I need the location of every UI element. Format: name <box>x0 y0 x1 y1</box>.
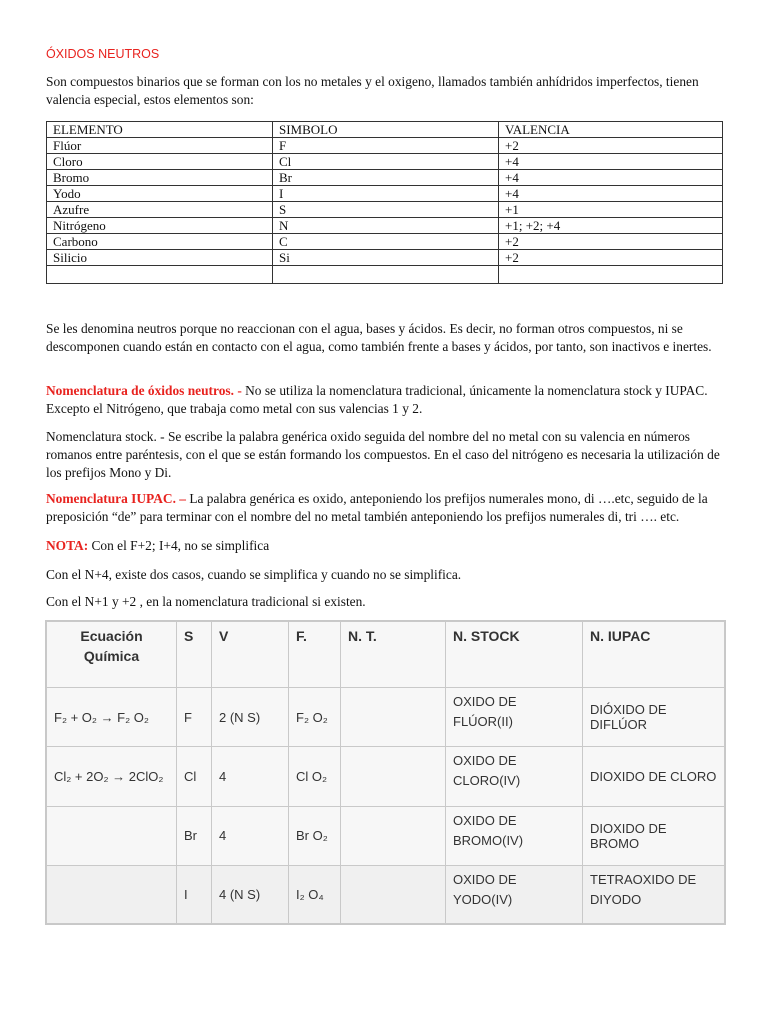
cell-iupac-line1: DIOXIDO DE BROMO <box>590 820 667 851</box>
page-title: ÓXIDOS NEUTROS <box>46 47 160 61</box>
cell-stock-line2: CLORO(IV) <box>453 772 521 788</box>
cell-elemento: Bromo <box>47 170 273 186</box>
header-ecuacion-line2: Química <box>83 648 140 664</box>
cell-f: Br O₂ <box>289 807 341 865</box>
cell-f: Cl O₂ <box>289 746 341 806</box>
cell-elemento: Carbono <box>47 234 273 250</box>
nomenclatura-label: Nomenclatura de óxidos neutros. - <box>46 383 242 398</box>
cell-stock-line2: BROMO(IV) <box>453 833 524 849</box>
cell-valencia: +4 <box>499 154 723 170</box>
cell-nt <box>341 688 446 746</box>
cell-stock-line2: FLÚOR(II) <box>453 714 513 730</box>
cell-stock <box>446 746 583 806</box>
table-row <box>47 746 725 806</box>
cell-valencia: +4 <box>499 186 723 202</box>
nota-text: Con el F+2; I+4, no se simplifica <box>88 538 270 553</box>
cell-simbolo: F <box>273 138 499 154</box>
table-row-empty <box>47 266 723 284</box>
header-ecuacion-line1: Ecuación <box>80 628 143 644</box>
table-row <box>47 218 723 234</box>
cell-stock-line1: OXIDO DE <box>453 694 517 710</box>
table-row <box>47 154 723 170</box>
header-nt: N. T. <box>341 622 446 688</box>
cell-ecuacion <box>47 807 177 865</box>
cell-iupac <box>583 688 725 746</box>
cell-ecuacion: Cl₂ + 2O₂ → 2ClO₂ <box>47 746 177 806</box>
cell-v: 4 <box>212 807 289 865</box>
cell-s: Cl <box>177 746 212 806</box>
table-row <box>47 170 723 186</box>
cell-simbolo: S <box>273 202 499 218</box>
header-simbolo: SIMBOLO <box>273 122 499 138</box>
neutros-paragraph: Se les denomina neutros porque no reaccionan con el agua, bases y ácidos. Es decir, no forman otros compuestos, ni se descomponen cuando están en contacto con el agua, como también frente a bases y ácidos, por tanto, son inactivos e inertes. <box>46 321 712 354</box>
cell-elemento: Azufre <box>47 202 273 218</box>
nota-label: NOTA: <box>46 538 89 553</box>
header-v: V <box>212 622 289 688</box>
cell-simbolo: C <box>273 234 499 250</box>
iupac-label: Nomenclatura IUPAC. – <box>46 491 186 506</box>
cell-elemento: Yodo <box>47 186 273 202</box>
iupac-paragraph <box>46 490 726 526</box>
cell-s: F <box>177 688 212 746</box>
elements-table <box>46 121 723 284</box>
table-row <box>47 250 723 266</box>
table-row <box>47 865 725 923</box>
stock-paragraph: Nomenclatura stock. - Se escribe la palabra genérica oxido seguida del nombre del no metal con su valencia en números romanos entre paréntesis, con el que se están formando los compuestos. En el caso del nitrógeno es necesaria la utilización de los prefijos Mono y Di. <box>46 429 720 480</box>
header-s: S <box>177 622 212 688</box>
cell-iupac-line1: DIÓXIDO DE DIFLÚOR <box>590 702 667 733</box>
cell-ecuacion <box>47 865 177 923</box>
cell-nt <box>341 865 446 923</box>
nomenclatura-paragraph <box>46 382 726 418</box>
cell-valencia: +4 <box>499 170 723 186</box>
cell-stock <box>446 807 583 865</box>
iupac-text: La palabra genérica es oxido, anteponiendo los prefijos numerales mono, di ….etc, seguido de la preposición “de” para terminar con el nombre del no metal también anteponiendo los prefijos numerales di, tri …. etc. <box>46 491 708 524</box>
cell-valencia: +2 <box>499 250 723 266</box>
cell-v: 4 (N S) <box>212 865 289 923</box>
cell-stock-line1: OXIDO DE <box>453 871 517 887</box>
table-row <box>47 138 723 154</box>
table-row <box>47 688 725 746</box>
table-row <box>47 186 723 202</box>
cell-valencia: +1 <box>499 202 723 218</box>
cell-valencia: +1; +2; +4 <box>499 218 723 234</box>
cell-v: 2 (N S) <box>212 688 289 746</box>
cell-nt <box>341 807 446 865</box>
cell-stock <box>446 688 583 746</box>
cell-simbolo: Si <box>273 250 499 266</box>
cell-elemento: Nitrógeno <box>47 218 273 234</box>
header-f: F. <box>289 622 341 688</box>
cell-iupac-line1: DIOXIDO DE CLORO <box>590 769 717 784</box>
cell-stock-line2: YODO(IV) <box>453 891 513 907</box>
cell-stock <box>446 865 583 923</box>
cell-elemento: Cloro <box>47 154 273 170</box>
cell-iupac <box>583 807 725 865</box>
intro-paragraph: Son compuestos binarios que se forman con los no metales y el oxigeno, llamados también anhídridos imperfectos, tienen valencia especial, estos elementos son: <box>46 74 699 107</box>
cell-stock-line1: OXIDO DE <box>453 752 517 768</box>
cell-iupac <box>583 865 725 923</box>
nota-paragraph <box>46 537 726 555</box>
cell-nt <box>341 746 446 806</box>
header-iupac: N. IUPAC <box>583 622 725 688</box>
cell-f: F₂ O₂ <box>289 688 341 746</box>
cell-iupac-line1: TETRAOXIDO DE <box>590 871 697 887</box>
elements-table-header <box>47 122 723 138</box>
cell-stock-line1: OXIDO DE <box>453 813 517 829</box>
table-row <box>47 234 723 250</box>
cell-s: Br <box>177 807 212 865</box>
equations-table <box>46 621 725 924</box>
cell-elemento: Flúor <box>47 138 273 154</box>
n4-paragraph: Con el N+4, existe dos casos, cuando se simplifica y cuando no se simplifica. <box>46 567 462 582</box>
equations-table-image <box>45 620 726 925</box>
table-row <box>47 202 723 218</box>
cell-s: I <box>177 865 212 923</box>
cell-simbolo: I <box>273 186 499 202</box>
header-stock: N. STOCK <box>446 622 583 688</box>
cell-simbolo: N <box>273 218 499 234</box>
equations-header-row <box>47 622 725 688</box>
cell-elemento: Silicio <box>47 250 273 266</box>
cell-simbolo: Cl <box>273 154 499 170</box>
table-row <box>47 807 725 865</box>
cell-iupac <box>583 746 725 806</box>
nomenclatura-text: No se utiliza la nomenclatura tradicional, únicamente la nomenclatura stock y IUPAC. Excepto el Nitrógeno, que trabaja como metal con sus valencias 1 y 2. <box>46 383 708 416</box>
cell-valencia: +2 <box>499 234 723 250</box>
cell-iupac-line2: DIYODO <box>590 891 642 907</box>
cell-simbolo: Br <box>273 170 499 186</box>
n12-paragraph: Con el N+1 y +2 , en la nomenclatura tradicional si existen. <box>46 594 366 609</box>
cell-ecuacion: F₂ + O₂ → F₂ O₂ <box>47 688 177 746</box>
cell-f: I₂ O₄ <box>289 865 341 923</box>
cell-v: 4 <box>212 746 289 806</box>
cell-valencia: +2 <box>499 138 723 154</box>
header-ecuacion <box>47 622 177 688</box>
header-valencia: VALENCIA <box>499 122 723 138</box>
header-elemento: ELEMENTO <box>47 122 273 138</box>
